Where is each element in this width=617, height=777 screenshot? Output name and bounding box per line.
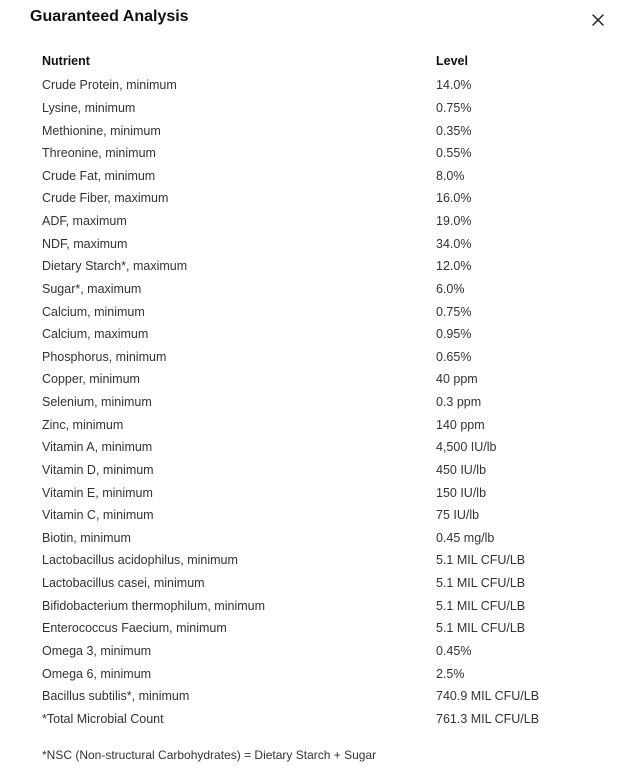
table-row (42, 527, 596, 550)
nutrient-cell: Phosphorus, minimum (42, 349, 167, 364)
level-cell: 0.75% (436, 100, 472, 115)
table-row (42, 481, 596, 504)
level-cell: 4,500 IU/lb (436, 440, 497, 455)
level-cell: 75 IU/lb (436, 508, 480, 523)
nutrient-cell: Vitamin E, minimum (42, 485, 153, 500)
level-cell: 740.9 MIL CFU/LB (436, 689, 540, 704)
table-row (42, 165, 596, 188)
level-cell: 0.35% (436, 123, 472, 138)
table-header-row (42, 48, 596, 74)
level-cell: 12.0% (436, 259, 472, 274)
table-row (42, 662, 596, 685)
level-cell: 0.95% (436, 327, 472, 342)
table-row (42, 300, 596, 323)
nutrient-cell: Selenium, minimum (42, 395, 152, 410)
nutrient-cell: Vitamin D, minimum (42, 462, 154, 477)
level-cell: 0.65% (436, 349, 472, 364)
close-button[interactable] (588, 10, 608, 30)
level-cell: 5.1 MIL CFU/LB (436, 576, 526, 591)
nutrient-cell: Vitamin A, minimum (42, 440, 153, 455)
level-cell: 0.45% (436, 643, 472, 658)
level-cell: 14.0% (436, 78, 472, 93)
table-row (42, 436, 596, 459)
nutrient-cell: Lysine, minimum (42, 100, 136, 115)
level-cell: 5.1 MIL CFU/LB (436, 621, 526, 636)
nutrient-cell: Threonine, minimum (42, 146, 156, 161)
footnote: *NSC (Non-structural Carbohydrates) = Dietary Starch + Sugar (42, 748, 377, 762)
nutrient-cell: Lactobacillus acidophilus, minimum (42, 553, 238, 568)
nutrient-cell: Bacillus subtilis*, minimum (42, 689, 190, 704)
analysis-table (42, 48, 596, 730)
nutrient-cell: Lactobacillus casei, minimum (42, 576, 205, 591)
table-row (42, 278, 596, 301)
level-cell: 0.75% (436, 304, 472, 319)
table-row (42, 232, 596, 255)
table-row (42, 594, 596, 617)
table-row (42, 685, 596, 708)
table-row (42, 708, 596, 731)
table-row (42, 504, 596, 527)
level-cell: 2.5% (436, 666, 465, 681)
nutrient-cell: Copper, minimum (42, 372, 140, 387)
level-cell: 5.1 MIL CFU/LB (436, 553, 526, 568)
nutrient-cell: ADF, maximum (42, 214, 127, 229)
nutrient-cell: Omega 6, minimum (42, 666, 152, 681)
nutrient-cell: Calcium, maximum (42, 327, 149, 342)
table-row (42, 617, 596, 640)
nutrient-column-header: Nutrient (42, 54, 90, 68)
nutrient-cell: Vitamin C, minimum (42, 508, 154, 523)
table-row (42, 391, 596, 414)
level-column-header: Level (436, 54, 468, 68)
nutrient-cell: Dietary Starch*, maximum (42, 259, 188, 274)
nutrient-cell: Crude Fiber, maximum (42, 191, 169, 206)
table-row (42, 323, 596, 346)
modal-title: Guaranteed Analysis (30, 8, 189, 25)
nutrient-cell: Calcium, minimum (42, 304, 145, 319)
level-cell: 8.0% (436, 168, 465, 183)
close-icon (588, 10, 608, 30)
level-cell: 16.0% (436, 191, 472, 206)
nutrient-cell: Zinc, minimum (42, 417, 124, 432)
table-row (42, 210, 596, 233)
nutrient-cell: Methionine, minimum (42, 123, 161, 138)
nutrient-cell: Omega 3, minimum (42, 643, 152, 658)
nutrient-cell: Bifidobacterium thermophilum, minimum (42, 598, 265, 613)
table-row (42, 459, 596, 482)
level-cell: 450 IU/lb (436, 462, 487, 477)
nutrient-cell: Biotin, minimum (42, 530, 131, 545)
level-cell: 140 ppm (436, 417, 485, 432)
level-cell: 19.0% (436, 214, 472, 229)
table-row (42, 119, 596, 142)
level-cell: 5.1 MIL CFU/LB (436, 598, 526, 613)
nutrient-cell: Sugar*, maximum (42, 281, 142, 296)
table-row (42, 187, 596, 210)
nutrient-cell: NDF, maximum (42, 236, 128, 251)
table-row (42, 640, 596, 663)
level-cell: 0.3 ppm (436, 395, 482, 410)
table-row (42, 346, 596, 369)
analysis-table-body (42, 74, 596, 730)
level-cell: 40 ppm (436, 372, 478, 387)
level-cell: 150 IU/lb (436, 485, 487, 500)
level-cell: 6.0% (436, 281, 465, 296)
table-row (42, 549, 596, 572)
table-row (42, 572, 596, 595)
table-row (42, 97, 596, 120)
table-row (42, 413, 596, 436)
table-row (42, 142, 596, 165)
level-cell: 0.45 mg/lb (436, 530, 495, 545)
level-cell: 761.3 MIL CFU/LB (436, 711, 540, 726)
level-cell: 34.0% (436, 236, 472, 251)
nutrient-cell: Crude Fat, minimum (42, 168, 156, 183)
nutrient-cell: Crude Protein, minimum (42, 78, 177, 93)
level-cell: 0.55% (436, 146, 472, 161)
nutrient-cell: Enterococcus Faecium, minimum (42, 621, 227, 636)
table-row (42, 74, 596, 97)
table-row (42, 255, 596, 278)
nutrient-cell: *Total Microbial Count (42, 711, 164, 726)
table-row (42, 368, 596, 391)
